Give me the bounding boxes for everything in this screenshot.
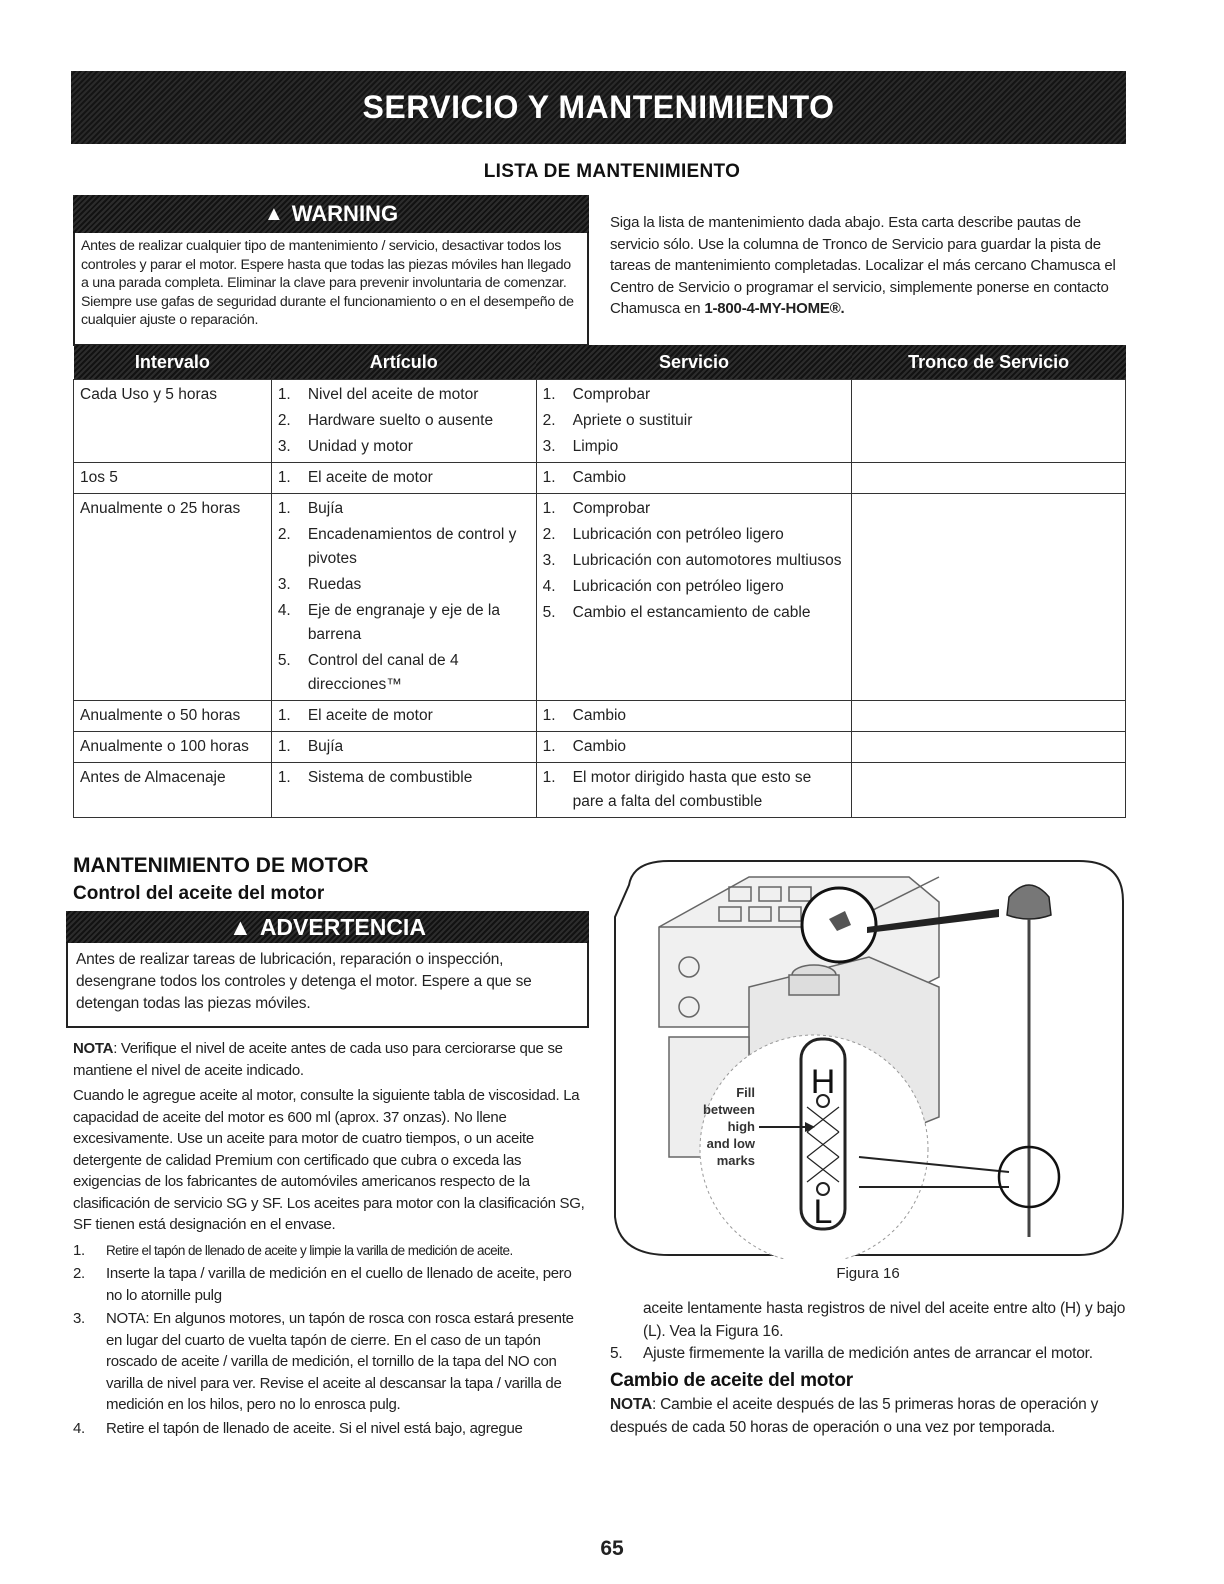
page-number: 65	[600, 1537, 624, 1560]
warning-triangle-icon: ▲	[263, 202, 284, 225]
advertencia-text: Antes de realizar tareas de lubricación, reparación o inspección, desengrane todos los controles y detenga el motor. Espere a que se detengan todas las piezas móviles.	[76, 951, 532, 1012]
list-item: 1. Bujía	[277, 738, 344, 755]
step-item: 1. Retire el tapón de llenado de aceite y limpie la varilla de medición de aceite.	[73, 1241, 513, 1259]
list-item: 1. El aceite de motor	[277, 469, 433, 486]
list-item: 5. Cambio el estancamiento de cable	[542, 604, 811, 621]
nota-oil-change: NOTA: Cambie el aceite después de las 5 primeras horas de operación y después de cada 50 horas de operación o una vez por temporada.	[610, 1396, 1099, 1436]
step-item: 4. Retire el tapón de llenado de aceite. Si el nivel está bajo, agregue	[73, 1419, 523, 1437]
item-cell	[271, 732, 536, 763]
interval-cell: Anualmente o 50 horas	[74, 701, 272, 732]
list-item: 5. Control del canal de 4 direcciones™	[277, 652, 459, 693]
list-item: 1. Comprobar	[542, 500, 651, 517]
callout-line: high	[727, 1119, 755, 1134]
table-row	[74, 463, 1126, 494]
service-cell	[536, 463, 852, 494]
list-item: 1. El aceite de motor	[277, 707, 433, 724]
oil-control-heading: Control del aceite del motor	[73, 883, 325, 904]
figure-16-dipstick-illustration	[609, 857, 1127, 1259]
table-row	[74, 763, 1126, 818]
list-item: 1. Bujía	[277, 500, 344, 517]
warning-title: WARNING	[291, 201, 399, 226]
motor-maintenance-heading: MANTENIMIENTO DE MOTOR	[73, 854, 369, 877]
list-item: 1. El motor dirigido hasta que esto se pare a falta del combustible	[542, 769, 812, 810]
step-item: 2. Inserte la tapa / varilla de medición en el cuello de llenado de aceite, pero no lo atornille pulg	[73, 1265, 572, 1304]
service-cell	[536, 763, 852, 818]
viscosity-paragraph: Cuando le agregue aceite al motor, consulte la siguiente tabla de viscosidad. La capacidad de aceite del motor es 600 ml (aprox. 37 onzas). No llene excesivamente. Use un aceite para motor de cuatro tiempos, o un aceite detergente de calidad Premium con certificado que cubra o exceda las exigencias de los fabricantes de automóviles americanos respecto de la clasificación de servicio SG y SF. Los aceites para motor con la clasificación SG, SF tienen está designación en el envase.	[73, 1087, 585, 1233]
callout-line: marks	[716, 1153, 755, 1168]
col-header-intervalo: Intervalo	[74, 345, 272, 380]
callout-line: between	[702, 1102, 755, 1117]
advertencia-box	[66, 911, 589, 1028]
service-log-cell[interactable]	[852, 494, 1126, 701]
intro-paragraph: Siga la lista de mantenimiento dada abajo. Esta carta describe pautas de servicio sólo. Use la columna de Tronco de Servicio para guardar la pista de tareas de mantenimiento completadas. Localizar el más cercano Chamusca el Centro de Servicio o programar el servicio, simplemente ponerse en contacto Chamusca en 1-800-4-MY-HOME®.	[610, 214, 1116, 317]
service-cell	[536, 701, 852, 732]
table-row	[74, 380, 1126, 463]
steps-list	[73, 1240, 585, 1440]
service-log-cell[interactable]	[852, 763, 1126, 818]
list-item: 4. Eje de engranaje y eje de la barrena	[277, 602, 500, 643]
interval-cell: Antes de Almacenaje	[74, 763, 272, 818]
advertencia-title: ADVERTENCIA	[259, 913, 426, 940]
table-row	[74, 701, 1126, 732]
list-item: 2. Hardware suelto o ausente	[277, 412, 494, 429]
list-item: 1. Cambio	[542, 469, 627, 486]
item-cell	[271, 463, 536, 494]
service-log-cell[interactable]	[852, 463, 1126, 494]
callout-line: Fill	[736, 1085, 755, 1100]
interval-cell: Anualmente o 25 horas	[74, 494, 272, 701]
warning-box	[73, 196, 589, 346]
oil-instructions-continued	[610, 1298, 1130, 1439]
list-item: 2. Apriete o sustituir	[542, 412, 693, 429]
col-header-tronco: Tronco de Servicio	[852, 345, 1126, 380]
item-cell	[271, 701, 536, 732]
service-cell	[536, 380, 852, 463]
step-4-continuation: aceite lentamente hasta registros de nivel del aceite entre alto (H) y bajo (L). Vea la Figura 16.	[643, 1300, 1126, 1340]
item-cell	[271, 380, 536, 463]
high-mark-label: H	[810, 1063, 836, 1101]
maintenance-table	[73, 345, 1126, 818]
low-mark-label: L	[813, 1193, 833, 1231]
warning-text: Antes de realizar cualquier tipo de mantenimiento / servicio, desactivar todos los controles y parar el motor. Espere hasta que todas las piezas móviles han llegado a una parada completa. Eliminar la clave para prevenir involuntaria de comenzar. Siempre use gafas de seguridad durante el funcionamiento o en el desempeño de cualquier ajuste o reparación.	[81, 238, 574, 328]
list-item: 3. Lubricación con automotores multiusos	[542, 552, 842, 569]
list-item: 1. Comprobar	[542, 386, 651, 403]
step-5: 5. Ajuste firmemente la varilla de medición antes de arrancar el motor.	[610, 1345, 1093, 1362]
service-phone: 1-800-4-MY-HOME®.	[704, 300, 845, 317]
list-item: 4. Lubricación con petróleo ligero	[542, 578, 784, 595]
oil-change-heading: Cambio de aceite del motor	[610, 1369, 853, 1391]
list-item: 3. Limpio	[542, 438, 619, 455]
col-header-articulo: Artículo	[271, 345, 536, 380]
service-log-cell[interactable]	[852, 701, 1126, 732]
item-cell	[271, 494, 536, 701]
list-item: 2. Encadenamientos de control y pivotes	[277, 526, 517, 567]
table-row	[74, 494, 1126, 701]
list-item: 1. Cambio	[542, 707, 627, 724]
page-subheading: LISTA DE MANTENIMIENTO	[483, 161, 741, 182]
service-log-cell[interactable]	[852, 380, 1126, 463]
interval-cell: Cada Uso y 5 horas	[74, 380, 272, 463]
list-item: 3. Unidad y motor	[277, 438, 413, 455]
list-item: 3. Ruedas	[277, 576, 362, 593]
figure-caption: Figura 16	[836, 1265, 900, 1282]
list-item: 1. Sistema de combustible	[277, 769, 473, 786]
callout-line: and low	[706, 1136, 755, 1151]
list-item: 2. Lubricación con petróleo ligero	[542, 526, 784, 543]
list-item: 1. Nivel del aceite de motor	[277, 386, 479, 403]
service-cell	[536, 494, 852, 701]
interval-cell: 1os 5	[74, 463, 272, 494]
col-header-servicio: Servicio	[536, 345, 852, 380]
warning-triangle-icon: ▲	[229, 913, 252, 940]
oil-check-instructions	[73, 1038, 585, 1441]
table-row	[74, 732, 1126, 763]
list-item: 1. Cambio	[542, 738, 627, 755]
item-cell	[271, 763, 536, 818]
nota-paragraph: NOTA: Verifique el nivel de aceite antes de cada uso para cerciorarse que se mantiene el nivel de aceite indicado.	[73, 1040, 563, 1079]
section-banner: SERVICIO Y MANTENIMIENTO	[71, 71, 1126, 144]
service-cell	[536, 732, 852, 763]
step-item: 3. NOTA: En algunos motores, un tapón de rosca con rosca estará presente en lugar del cuarto de vuelta tapón de cierre. En el caso de un tapón roscado de aceite / varilla de medición, el tornillo de la tapa del NO con varilla de nivel para ver. Revise el aceite al descansar la tapa / varilla de medición en los hilos, pero no lo enrosca pulg.	[73, 1310, 574, 1413]
service-log-cell[interactable]	[852, 732, 1126, 763]
interval-cell: Anualmente o 100 horas	[74, 732, 272, 763]
